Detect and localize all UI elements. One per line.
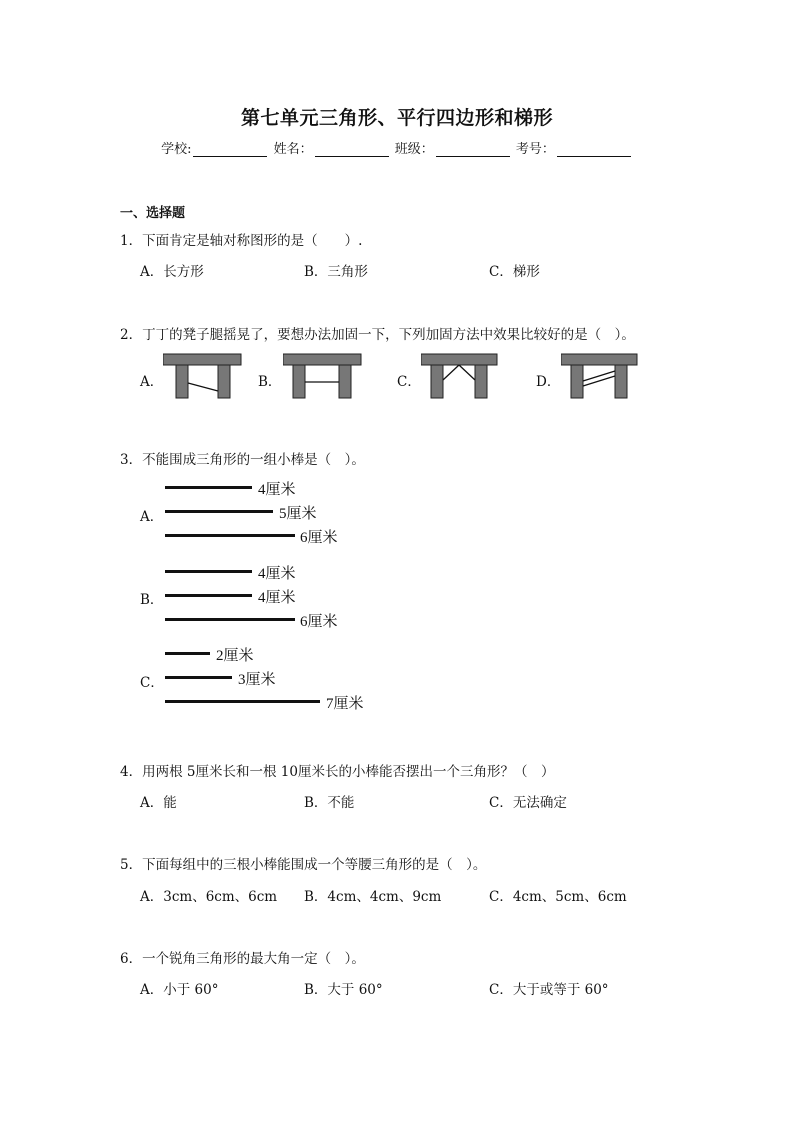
stool-b-image (283, 353, 363, 399)
stick (165, 510, 273, 513)
q4-option-a[interactable]: A．能 (140, 795, 177, 811)
student-info-line (0, 138, 794, 157)
class-field[interactable] (436, 144, 510, 157)
q3-option-c[interactable]: C． (140, 675, 164, 691)
stick (165, 652, 210, 655)
stick (165, 676, 232, 679)
question-3-stem: 3．不能围成三角形的一组小棒是（ ）。 (120, 452, 365, 468)
stick-label: 7厘米 (326, 696, 364, 712)
stick (165, 594, 252, 597)
stick-label: 6厘米 (300, 614, 338, 630)
q1-option-c[interactable]: C．梯形 (489, 264, 540, 280)
school-label: 学校: (161, 142, 192, 157)
q5-option-a[interactable]: A．3cm、6cm、6cm (140, 889, 278, 905)
school-field[interactable] (193, 144, 267, 157)
stick-label: 5厘米 (279, 506, 317, 522)
stick (165, 570, 252, 573)
q6-option-b[interactable]: B．大于 60° (304, 982, 383, 998)
stool-d-image (561, 353, 641, 399)
stool-c-image (421, 353, 501, 399)
q3-option-a[interactable]: A． (140, 509, 164, 525)
q2-option-c[interactable]: C． (397, 374, 421, 390)
stick-label: 4厘米 (258, 482, 296, 498)
q1-option-b[interactable]: B．三角形 (304, 264, 368, 280)
stick (165, 700, 320, 703)
q6-option-c[interactable]: C．大于或等于 60° (489, 982, 609, 998)
class-label: 班级： (394, 142, 434, 157)
stick (165, 486, 252, 489)
question-1-stem: 1．下面肯定是轴对称图形的是（ ）. (120, 233, 363, 249)
q2-option-a[interactable]: A． (140, 374, 164, 390)
page-title: 第七单元三角形、平行四边形和梯形 (240, 107, 553, 129)
stick-label: 3厘米 (238, 672, 276, 688)
q2-option-b[interactable]: B． (258, 374, 282, 390)
stick-label: 2厘米 (216, 648, 254, 664)
section-heading: 一、选择题 (120, 206, 186, 221)
number-field[interactable] (557, 144, 631, 157)
stick-label: 6厘米 (300, 530, 338, 546)
question-2-stem: 2．丁丁的凳子腿摇晃了，要想办法加固一下，下列加固方法中效果比较好的是（ ）。 (120, 327, 635, 343)
stick (165, 618, 295, 621)
stick (165, 534, 295, 537)
q5-option-b[interactable]: B．4cm、4cm、9cm (304, 889, 442, 905)
q4-option-b[interactable]: B．不能 (304, 795, 355, 811)
q1-option-a[interactable]: A．长方形 (140, 264, 204, 280)
q2-option-d[interactable]: D． (536, 374, 561, 390)
name-field[interactable] (315, 144, 389, 157)
q3-option-b[interactable]: B． (140, 592, 164, 608)
q4-option-c[interactable]: C．无法确定 (489, 795, 567, 811)
stool-a-image (163, 353, 243, 399)
q6-option-a[interactable]: A．小于 60° (140, 982, 219, 998)
question-4-stem: 4．用两根 5厘米长和一根 10厘米长的小棒能否摆出一个三角形？（ ） (120, 764, 555, 780)
stick-label: 4厘米 (258, 590, 296, 606)
number-label: 考号： (515, 142, 555, 157)
question-6-stem: 6．一个锐角三角形的最大角一定（ ）。 (120, 951, 365, 967)
stick-label: 4厘米 (258, 566, 296, 582)
q5-option-c[interactable]: C．4cm、5cm、6cm (489, 889, 627, 905)
name-label: 姓名： (273, 142, 313, 157)
question-5-stem: 5．下面每组中的三根小棒能围成一个等腰三角形的是（ ）。 (120, 857, 487, 873)
